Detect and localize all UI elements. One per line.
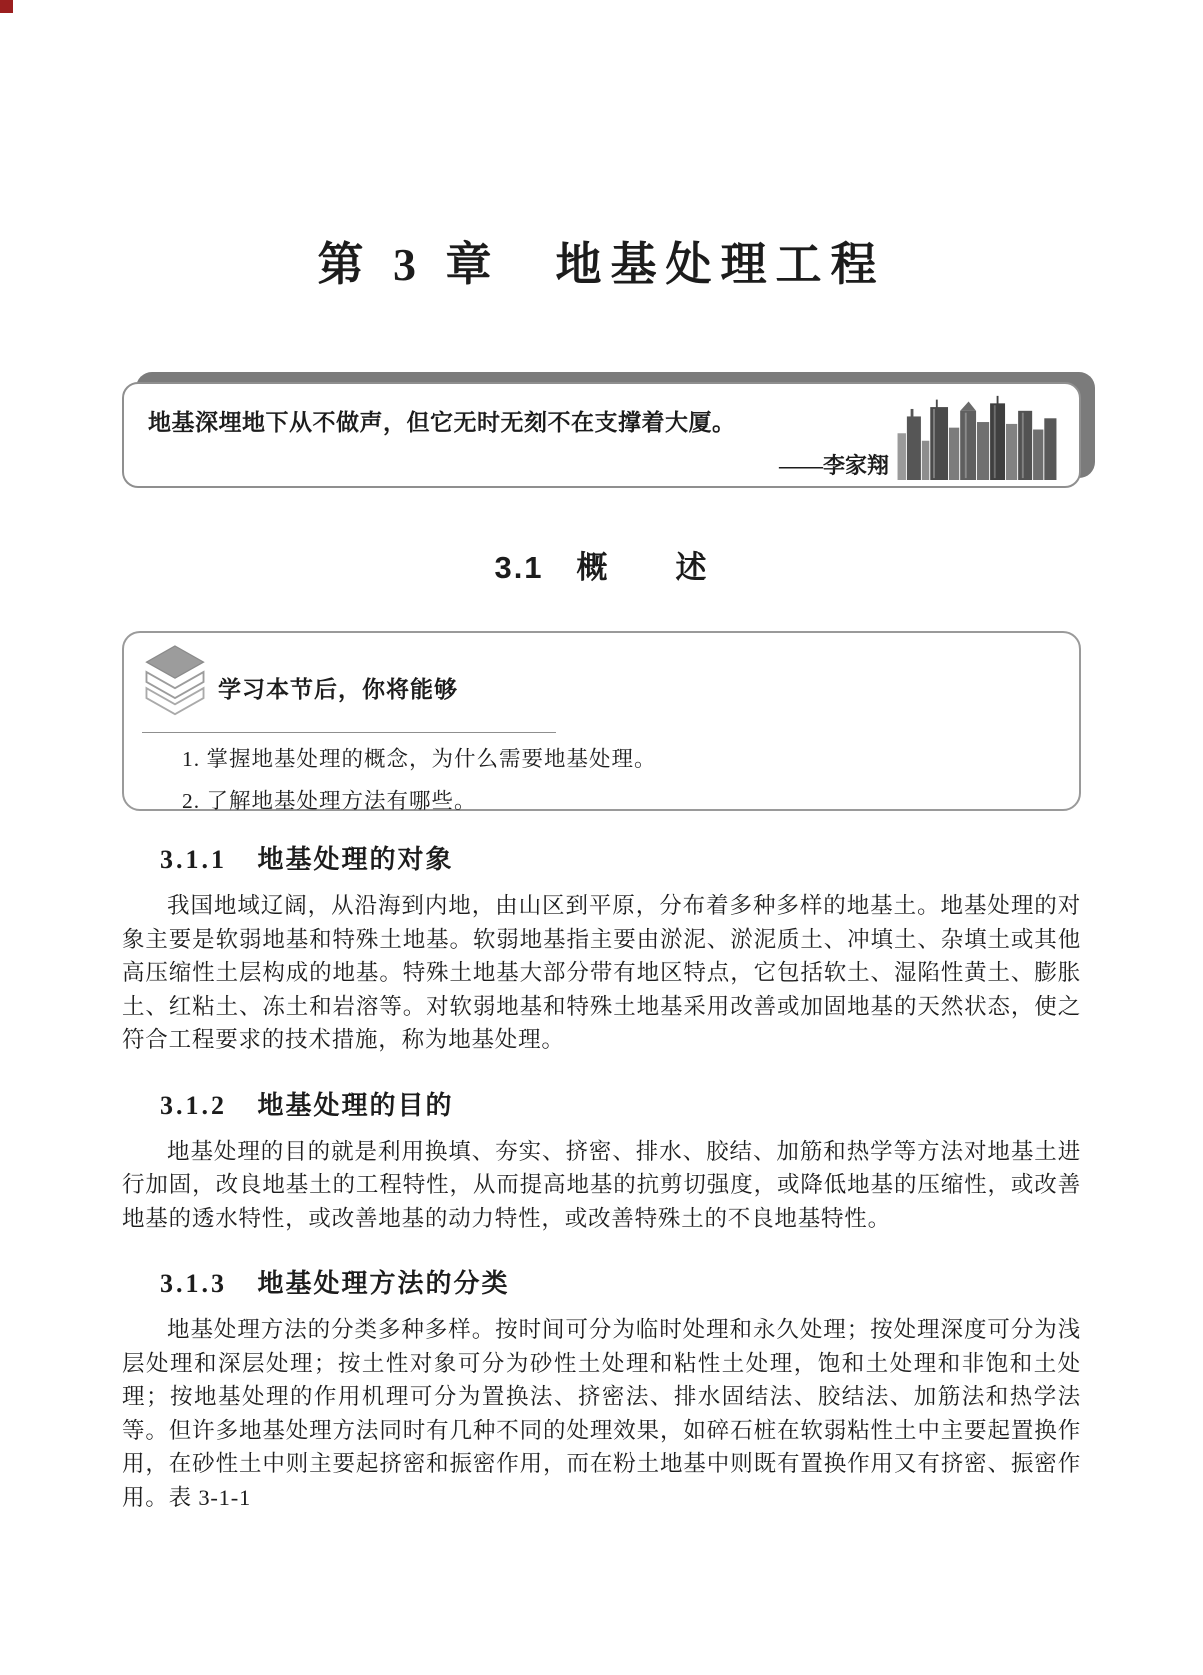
quote-text: 地基深埋地下从不做声，但它无时无刻不在支撑着大厦。	[148, 409, 736, 435]
objectives-divider	[142, 732, 556, 733]
section-3-1-2-paragraph: 地基处理的目的就是利用换填、夯实、挤密、排水、胶结、加筋和热学等方法对地基土进行加固，改良地基土的工程特性，从而提高地基的抗剪切强度，或降低地基的压缩性，或改善地基的透水特性，或改善地基的动力特性，或改善特殊土的不良地基特性。	[122, 1138, 1081, 1231]
chapter-title: 第 3 章 地基处理工程	[317, 239, 886, 290]
section-3-1-3-paragraph: 地基处理方法的分类多种多样。按时间可分为临时处理和永久处理；按处理深度可分为浅层处理和深层处理；按土性对象可分为砂性土处理和粘性土处理，饱和土处理和非饱和土处理；按地基处理的作用机理可分为置换法、挤密法、排水固结法、胶结法、加筋法和热学法等。但许多地基处理方法同时有几种不同的处理效果，如碎石桩在软弱粘性土中主要起置换作用，在砂性土中则主要起挤密和振密作用，而在粉土地基中则既有置换作用又有挤密、振密作用。表 3-1-1	[122, 1317, 1081, 1510]
objectives-heading: 学习本节后，你将能够	[218, 676, 458, 702]
scan-artifact-corner	[0, 0, 13, 13]
quote-attribution: ——李家翔	[778, 453, 889, 478]
section-number: 3.1.1	[160, 845, 227, 874]
section-3-1-1-heading	[122, 839, 1081, 876]
section-name: 地基处理方法的分类	[257, 1268, 510, 1298]
section-3-1-1-paragraph: 我国地域辽阔，从沿海到内地，由山区到平原，分布着多种多样的地基土。地基处理的对象主要是软弱地基和特殊土地基。软弱地基指主要由淤泥、淤泥质土、冲填土、杂填土或其他高压缩性土层构成的地基。特殊土地基大部分带有地区特点，它包括软土、湿陷性黄土、膨胀土、红粘土、冻土和岩溶等。对软弱地基和特殊土地基采用改善或加固地基的天然状态，使之符合工程要求的技术措施，称为地基处理。	[122, 893, 1081, 1052]
section-3-1-2-heading	[122, 1085, 1081, 1122]
learning-objectives-box	[122, 631, 1081, 811]
section-number: 3.1.3	[160, 1269, 227, 1298]
quote-box-container	[122, 382, 1081, 488]
section-3-1-3-heading	[122, 1263, 1081, 1300]
objective-item: 1. 掌握地基处理的概念，为什么需要地基处理。	[182, 747, 657, 771]
city-skyline-image	[893, 394, 1061, 480]
section-name: 地基处理的对象	[257, 844, 454, 874]
quote-box	[122, 382, 1081, 488]
section-3-1-title: 3.1 概 述	[494, 550, 709, 585]
objective-item: 2. 了解地基处理方法有哪些。	[182, 789, 477, 813]
section-number: 3.1.2	[160, 1090, 227, 1120]
objectives-list	[182, 745, 657, 829]
layers-icon	[144, 643, 206, 737]
section-name: 地基处理的目的	[257, 1089, 454, 1120]
